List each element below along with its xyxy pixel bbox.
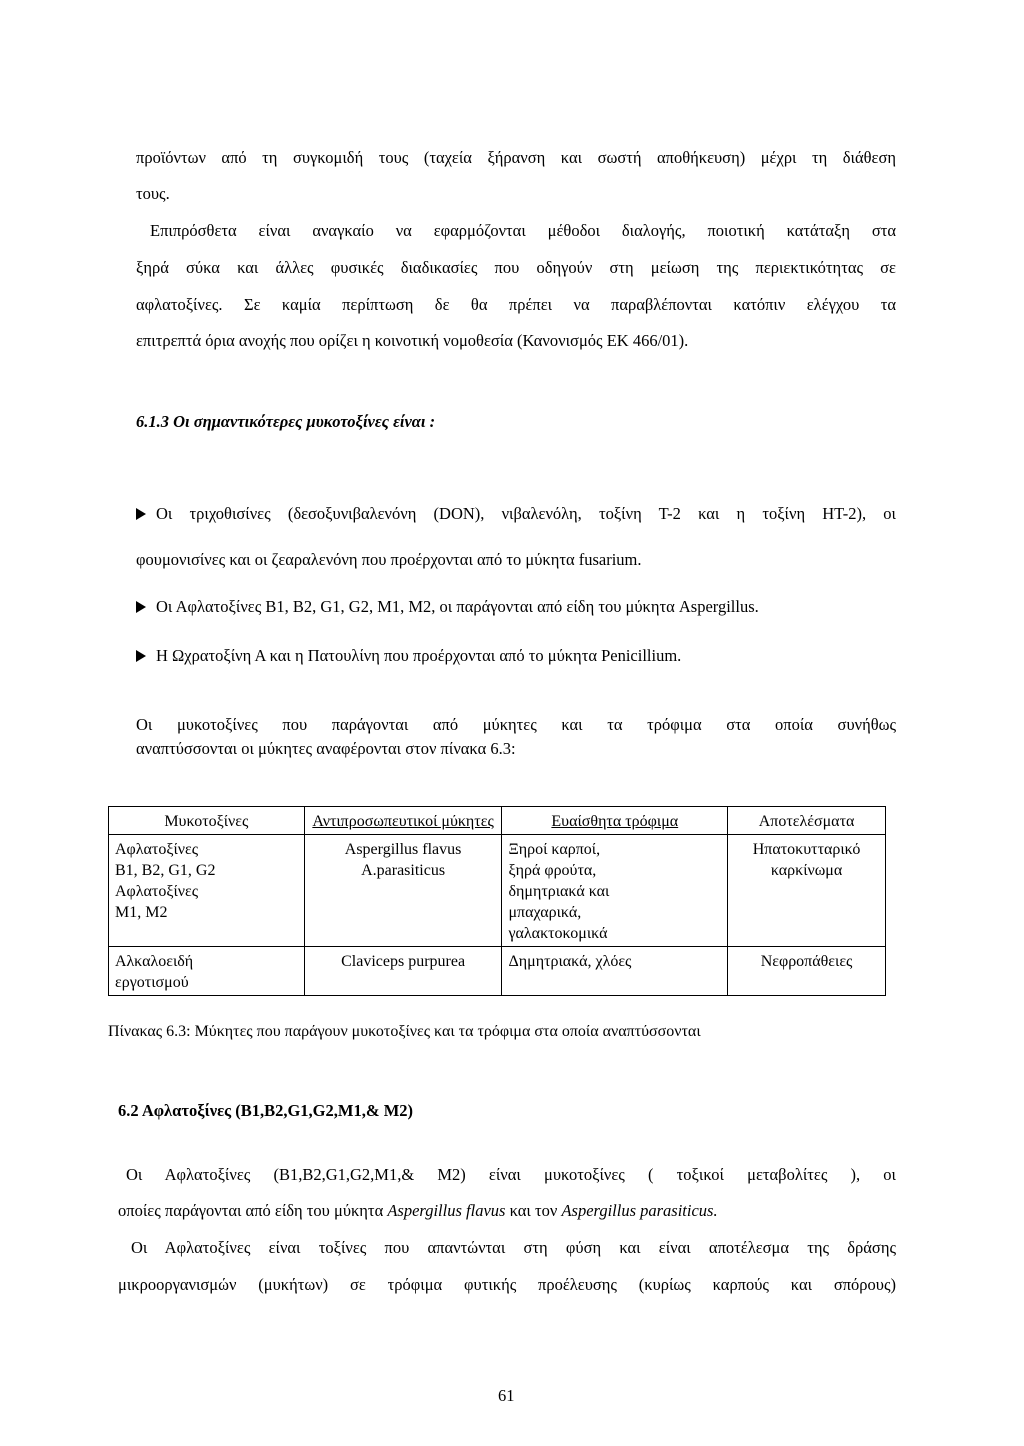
bullet-item-trichothecenes: Οι τριχοθισίνες (δεσοξυνιβαλενόνη (DON), νιβαλενόλη, τοξίνη Τ-2 και η τοξίνη ΗΤ-2), οι [136,504,896,524]
table-cell [109,835,305,947]
table-row [109,835,886,947]
paragraph-line: προϊόντων από τη συγκομιδή τους (ταχεία ξήρανση και σωστή αποθήκευση) μέχρι τη διάθεση [136,148,896,167]
cell-text: Αφλατοξίνες [115,883,199,900]
table-cell: Δημητριακά, χλόες [502,947,728,996]
paragraph-line: μικροοργανισμών (μυκήτων) σε τρόφιμα φυτικής προέλευσης (κυρίως καρπούς και σπόρους) [118,1275,896,1294]
mycotoxin-table [108,806,886,996]
paragraph-line: αφλατοξίνες. Σε καμία περίπτωση δε θα πρέπει να παραβλέπονται κατόπιν ελέγχου τα [136,295,896,314]
cell-text: μπαχαρικά, [508,904,582,921]
paragraph-line: επιτρεπτά όρια ανοχής που ορίζει η κοινοτική νομοθεσία (Κανονισμός ΕΚ 466/01). [136,331,689,350]
cell-text: Αλκαλοειδή [115,953,194,970]
cell-text: Aspergillus flavus [344,841,462,858]
cell-text: εργοτισμού [115,974,189,991]
paragraph-line: Οι Αφλατοξίνες είναι τοξίνες που απαντώνται στη φύση και είναι αποτέλεσμα της δράσης [131,1238,896,1257]
table-caption: Πίνακας 6.3: Μύκητες που παράγουν μυκοτοξίνες και τα τρόφιμα στα οποία αναπτύσσονται [108,1023,701,1040]
triangle-bullet-icon [136,601,146,613]
table-row [109,947,886,996]
cell-text: ξηρά φρούτα, [508,862,597,879]
paragraph-line: τους. [136,184,170,203]
bullet-item-aflatoxins: Οι Αφλατοξίνες Β1, Β2, G1, G2, Μ1, Μ2, οι παράγονται από είδη του μύκητα Aspergillus. [136,597,759,617]
cell-text: Ηπατοκυτταρικό [752,841,861,858]
table-cell: Νεφροπάθειες [728,947,886,996]
paragraph-line: Οι Αφλατοξίνες (B1,B2,G1,G2,M1,& M2) είναι μυκοτοξίνες ( τοξικοί μεταβολίτες ), οι [126,1165,896,1184]
species-name: Aspergillus parasiticus. [561,1201,718,1220]
species-name: Aspergillus flavus [387,1201,506,1220]
cell-text: Ξηροί καρποί, [508,841,601,858]
table-header-cell: Αντιπροσωπευτικοί μύκητες [304,807,502,835]
table-cell: Claviceps purpurea [304,947,502,996]
paragraph-line: Επιπρόσθετα είναι αναγκαίο να εφαρμόζονται μέθοδοι διαλογής, ποιοτική κατάταξη στα [150,221,896,240]
table-cell [304,835,502,947]
table-header-row [109,807,886,835]
cell-text: καρκίνωμα [770,862,843,879]
cell-text: Αφλατοξίνες [115,841,199,858]
table-intro-line: Οι μυκοτοξίνες που παράγονται από μύκητες και τα τρόφιμα στα οποία συνήθως [136,715,896,734]
cell-text: δημητριακά και [508,883,610,900]
cell-text: A.parasiticus [361,862,446,879]
table-header-cell: Αποτελέσματα [728,807,886,835]
bullet-item-continuation: φουμονισίνες και οι ζεαραλενόνη που προέρχονται από το μύκητα fusarium. [136,550,642,569]
triangle-bullet-icon [136,650,146,662]
table-header-cell: Ευαίσθητα τρόφιμα [502,807,728,835]
bullet-item-ochratoxin: Η Ωχρατοξίνη Α και η Πατουλίνη που προέρχονται από το μύκητα Penicillium. [136,646,681,666]
section-heading-613: 6.1.3 Οι σημαντικότερες μυκοτοξίνες είναι : [136,412,436,431]
table-cell [502,835,728,947]
paragraph-line: ξηρά σύκα και άλλες φυσικές διαδικασίες που οδηγούν στη μείωση της περιεκτικότητας σε [136,258,896,277]
triangle-bullet-icon [136,508,146,520]
table-cell [728,835,886,947]
table-cell [109,947,305,996]
cell-text: Μ1, Μ2 [115,904,168,921]
paragraph-line: οποίες παράγονται από είδη του μύκητα Aspergillus flavus και τον Aspergillus parasiticus. [118,1201,718,1220]
cell-text: Β1, Β2, G1, G2 [115,862,216,879]
page-number: 61 [498,1386,515,1405]
table-intro-line: αναπτύσσονται οι μύκητες αναφέρονται στον πίνακα 6.3: [136,739,516,758]
section-heading-62: 6.2 Αφλατοξίνες (B1,B2,G1,G2,M1,& M2) [118,1101,414,1120]
table-header-cell: Μυκοτοξίνες [109,807,305,835]
cell-text: γαλακτοκομικά [508,925,608,942]
